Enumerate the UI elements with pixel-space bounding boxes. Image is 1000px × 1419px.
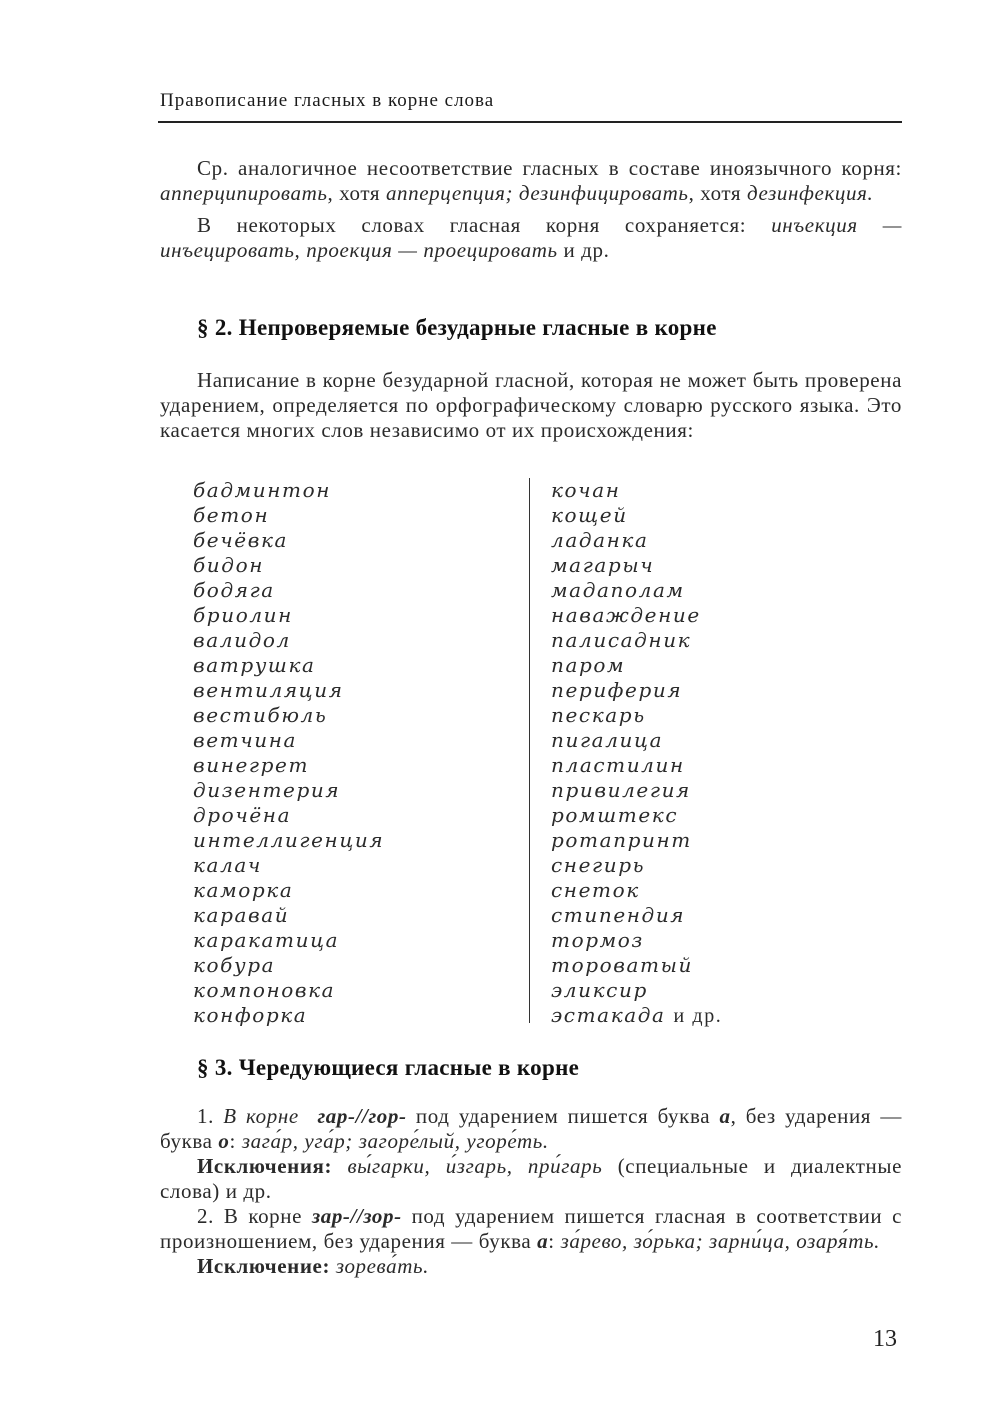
word-list-item xyxy=(551,578,722,603)
item-examples: за́рево, зо́рька; зарни́ца, озаря́ть. xyxy=(560,1229,880,1253)
exception-words: зорева́ть. xyxy=(335,1254,430,1278)
intro-p1-example: апперципировать xyxy=(160,181,328,205)
word: тормоз xyxy=(551,928,644,952)
word-list-item xyxy=(193,653,384,678)
word: тороватый xyxy=(551,953,693,977)
word-list-item xyxy=(551,953,722,978)
letter: а xyxy=(537,1229,549,1253)
word: ветчина xyxy=(193,728,298,752)
word: магарыч xyxy=(551,553,655,577)
item-number: 1. xyxy=(197,1104,214,1128)
item-lead: В корне xyxy=(223,1104,299,1128)
word: бечёвка xyxy=(193,528,289,552)
word-list-item xyxy=(193,703,384,728)
word: дрочёна xyxy=(193,803,292,827)
word-list-item xyxy=(193,628,384,653)
section-3-block xyxy=(160,1104,902,1279)
word: снеток xyxy=(551,878,640,902)
running-head: Правописание гласных в корне слова xyxy=(160,90,495,111)
word-list-item xyxy=(551,878,722,903)
word-list-item xyxy=(193,603,384,628)
word: наваждение xyxy=(551,603,701,627)
intro-p2-example: инъекция — инъецировать, проекция — проецировать xyxy=(160,213,902,262)
word: пескарь xyxy=(551,703,646,727)
item-lead: В корне xyxy=(213,1204,312,1228)
word-list-item xyxy=(551,703,722,728)
word-list-item xyxy=(551,928,722,953)
word-list-right-column xyxy=(551,478,722,1029)
word-list-item xyxy=(193,678,384,703)
intro-p2-text: и др. xyxy=(557,238,610,262)
exception-note: (специальные и диалектные слова) и др. xyxy=(160,1154,902,1203)
intro-block xyxy=(160,156,902,263)
word: бриолин xyxy=(193,603,293,627)
word: эликсир xyxy=(551,978,648,1002)
word: интеллигенция xyxy=(193,828,385,852)
word-list-item xyxy=(551,828,722,853)
intro-p1-text: , хотя xyxy=(688,181,747,205)
intro-p1-text: Ср. аналогичное несоответствие гласных в составе иноязычного корня: xyxy=(197,156,902,180)
word: валидол xyxy=(193,628,291,652)
page-number: 13 xyxy=(873,1326,897,1352)
section-3-exceptions-2 xyxy=(160,1254,902,1279)
intro-paragraph-2 xyxy=(160,213,902,263)
section-2-heading: § 2. Непроверяемые безударные гласные в корне xyxy=(197,315,717,340)
word: палисадник xyxy=(551,628,692,652)
word: каравай xyxy=(193,903,290,927)
item-examples: зага́р, уга́р; загоре́лый, угоре́ть. xyxy=(241,1129,549,1153)
word-list-item xyxy=(551,978,722,1003)
word-list-item xyxy=(551,628,722,653)
root-form: гар-//гор- xyxy=(317,1104,407,1128)
word: пластилин xyxy=(551,753,685,777)
exception-label: Исключение: xyxy=(197,1254,331,1278)
exception-words: вы́гарки, и́згарь, при́гарь xyxy=(347,1154,603,1178)
word: дизентерия xyxy=(193,778,341,802)
section-3-item-2 xyxy=(160,1204,902,1254)
word-list-item xyxy=(551,728,722,753)
word: каракатица xyxy=(193,928,340,952)
word-list-item xyxy=(193,1003,384,1028)
word-list-item xyxy=(551,803,722,828)
word-list-item xyxy=(551,603,722,628)
word: каморка xyxy=(193,878,294,902)
word: кочан xyxy=(551,478,621,502)
word-list-item xyxy=(193,578,384,603)
section-2-paragraph: Написание в корне безударной гласной, которая не может быть проверена ударением, определяется по орфографическому словарю русского языка. Это касается многих слов независимо от их происхождения: xyxy=(160,368,902,442)
word-list-item xyxy=(551,753,722,778)
word: ватрушка xyxy=(193,653,316,677)
word-list-item xyxy=(193,903,384,928)
intro-p2-text: В некоторых словах гласная корня сохраняется: xyxy=(197,213,772,237)
word-list-item xyxy=(551,653,722,678)
word: калач xyxy=(193,853,262,877)
item-text: под ударением пишется гласная в соответствии с произношением, без ударения — буква xyxy=(160,1204,902,1253)
word-list-item xyxy=(193,503,384,528)
word-list-item xyxy=(193,478,384,503)
word: ротапринт xyxy=(551,828,692,852)
word: кобура xyxy=(193,953,276,977)
word: конфорка xyxy=(193,1003,308,1027)
word-list-item xyxy=(193,878,384,903)
column-divider xyxy=(529,478,530,1023)
word: привилегия xyxy=(551,778,691,802)
exceptions-label: Исключения: xyxy=(197,1154,333,1178)
word-list-item xyxy=(193,828,384,853)
word-list-item xyxy=(551,478,722,503)
word-list-item xyxy=(193,803,384,828)
word: бодяга xyxy=(193,578,275,602)
root-form: зар-//зор- xyxy=(311,1204,402,1228)
section-3-exceptions-1 xyxy=(160,1154,902,1204)
word: вестибюль xyxy=(193,703,328,727)
header-rule xyxy=(158,121,902,123)
word-list-item xyxy=(193,728,384,753)
intro-paragraph-1 xyxy=(160,156,902,206)
word: периферия xyxy=(551,678,683,702)
word: ромштекс xyxy=(551,803,679,827)
word: кощей xyxy=(551,503,628,527)
word-list-item xyxy=(193,853,384,878)
word-list-item xyxy=(193,953,384,978)
word-list-item xyxy=(551,1003,722,1029)
intro-p1-example: апперцепция; дезинфицировать xyxy=(385,181,689,205)
letter: о xyxy=(218,1129,230,1153)
word: вентиляция xyxy=(193,678,344,702)
section-3-item-1 xyxy=(160,1104,902,1154)
word: эстакада xyxy=(551,1003,666,1027)
word-list-item xyxy=(551,553,722,578)
item-text: , без ударения — буква xyxy=(160,1104,902,1153)
word: снегирь xyxy=(551,853,646,877)
item-text: под ударением пишется буква xyxy=(406,1104,720,1128)
word-list-item xyxy=(193,553,384,578)
intro-p1-text: , хотя xyxy=(327,181,386,205)
item-text: : xyxy=(548,1229,561,1253)
section-2-text-block xyxy=(160,368,902,443)
word-list-item xyxy=(551,528,722,553)
item-text: : xyxy=(229,1129,242,1153)
word: стипендия xyxy=(551,903,686,927)
letter: а xyxy=(719,1104,731,1128)
word-list-item xyxy=(551,903,722,928)
word: компоновка xyxy=(193,978,336,1002)
section-3-heading: § 3. Чередующиеся гласные в корне xyxy=(197,1055,580,1080)
word-list-item xyxy=(193,928,384,953)
word: мадаполам xyxy=(551,578,685,602)
word-list-item xyxy=(551,853,722,878)
word: бидон xyxy=(193,553,264,577)
word-list-item xyxy=(193,753,384,778)
word-list-item xyxy=(193,778,384,803)
word-list-item xyxy=(551,678,722,703)
item-number: 2. xyxy=(197,1204,214,1228)
word: бетон xyxy=(193,503,270,527)
word-list-item xyxy=(551,778,722,803)
word-list-left-column xyxy=(193,478,384,1028)
intro-p1-example: дезинфекция. xyxy=(747,181,874,205)
word-list-item xyxy=(193,978,384,1003)
word: пигалица xyxy=(551,728,664,752)
word-list-item xyxy=(193,528,384,553)
word: винегрет xyxy=(193,753,310,777)
word: паром xyxy=(551,653,626,677)
word: ладанка xyxy=(551,528,649,552)
word-list-item xyxy=(551,503,722,528)
word: бадминтон xyxy=(193,478,332,502)
list-tail: и др. xyxy=(673,1005,723,1027)
